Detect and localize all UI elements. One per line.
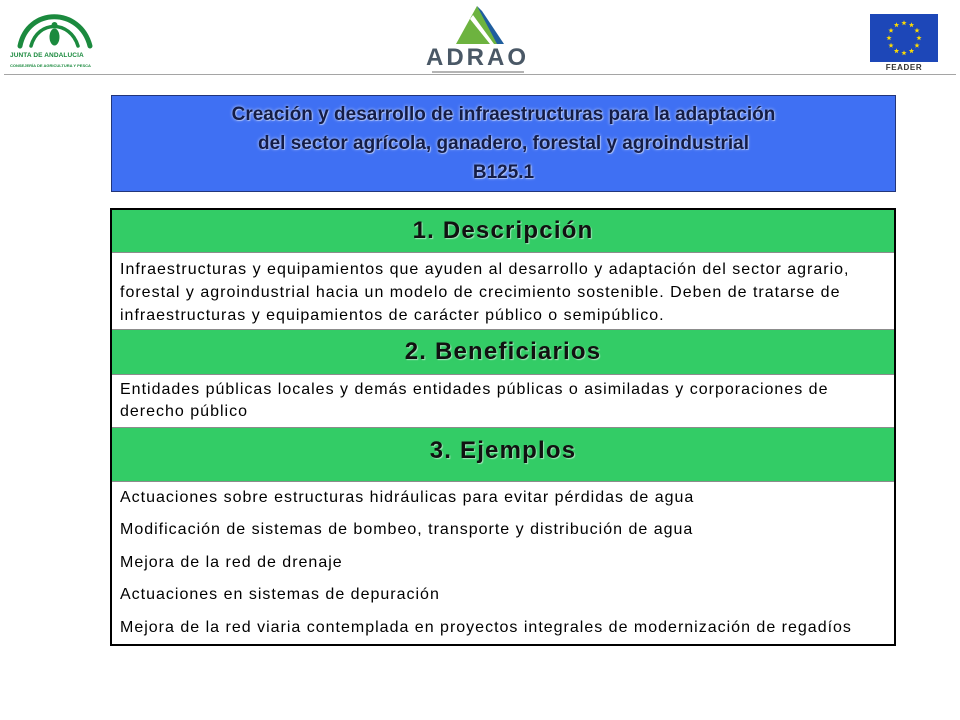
section-body-beneficiarios: Entidades públicas locales y demás entidades públicas o asimiladas y corporaciones de derecho público xyxy=(112,374,894,427)
title-line: Creación y desarrollo de infraestructuras para la adaptación xyxy=(231,104,776,125)
adrao-mountain-icon xyxy=(420,2,535,46)
list-item: Mejora de la red de drenaje xyxy=(120,553,343,571)
feader-label: FEADER xyxy=(885,63,923,72)
section-body-descripcion: Infraestructuras y equipamientos que ayuden al desarrollo y adaptación del sector agrario, forestal y agroindustrial hacia un modelo de crecimiento sostenible. Deben de tratarse de infraestructuras y equipamientos de carácter público o semipúblico. xyxy=(112,252,894,329)
emblem-figure xyxy=(50,29,60,46)
junta-department: CONSEJERÍA DE AGRICULTURA Y PESCA xyxy=(10,63,91,68)
list-item: Modificación de sistemas de bombeo, transporte y distribución de agua xyxy=(120,521,694,539)
junta-name: JUNTA DE ANDALUCIA xyxy=(10,52,84,59)
adrao-logo xyxy=(420,2,535,74)
adrao-tagline-mark xyxy=(432,71,524,73)
header-divider xyxy=(4,74,956,75)
measure-table xyxy=(110,208,896,646)
section-heading-beneficiarios: 2. Beneficiarios xyxy=(112,329,894,374)
feader-logo xyxy=(870,14,938,76)
junta-andalucia-emblem-icon xyxy=(8,4,100,50)
eu-flag-icon xyxy=(870,14,938,62)
list-item: Mejora de la red viaria contemplada en proyectos integrales de modernización de regadíos xyxy=(120,618,852,636)
emblem-figure-head xyxy=(52,22,58,28)
title-line: del sector agrícola, ganadero, forestal y agroindustrial xyxy=(258,133,749,154)
section-heading-ejemplos: 3. Ejemplos xyxy=(112,427,894,481)
section-heading-descripcion: 1. Descripción xyxy=(112,210,894,252)
measure-code: B125.1 xyxy=(472,162,535,183)
list-item: Actuaciones sobre estructuras hidráulicas para evitar pérdidas de agua xyxy=(120,489,695,506)
adrao-wordmark: ADRAO xyxy=(426,44,529,71)
measure-title-box xyxy=(111,95,896,192)
list-item: Actuaciones en sistemas de depuración xyxy=(120,586,440,604)
junta-andalucia-logo xyxy=(8,4,100,72)
examples-list xyxy=(112,481,894,644)
